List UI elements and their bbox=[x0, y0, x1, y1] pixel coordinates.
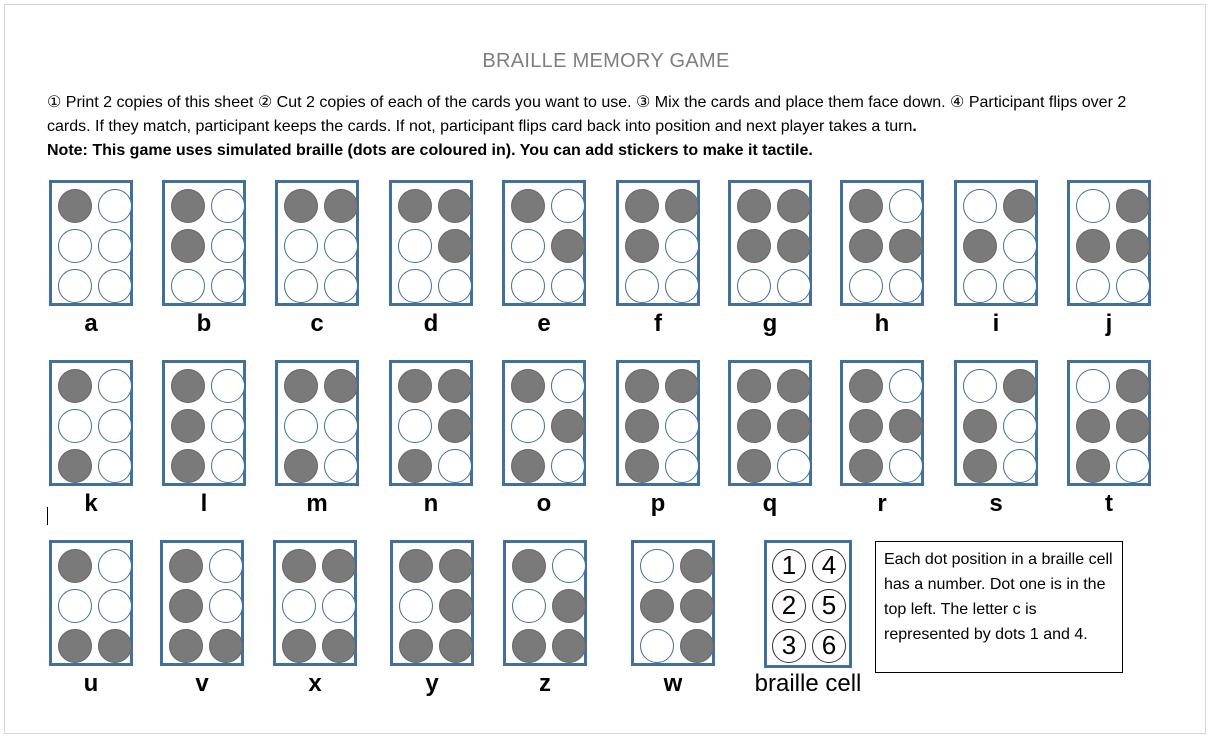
braille-dot-5 bbox=[324, 409, 358, 443]
braille-dot-1 bbox=[58, 549, 92, 583]
braille-card-v bbox=[160, 540, 244, 666]
braille-card-i bbox=[954, 180, 1038, 306]
braille-dot-3 bbox=[849, 269, 883, 303]
dot-number-2: 2 bbox=[772, 589, 806, 623]
braille-card-k bbox=[49, 360, 133, 486]
braille-dot-3 bbox=[737, 449, 771, 483]
braille-card-n bbox=[389, 360, 473, 486]
braille-dot-5 bbox=[889, 229, 923, 263]
card-letter-r: r bbox=[877, 490, 887, 517]
braille-dot-6 bbox=[1003, 449, 1037, 483]
braille-card-q bbox=[728, 360, 812, 486]
braille-dot-5 bbox=[1003, 409, 1037, 443]
card-letter-y: y bbox=[425, 670, 439, 697]
braille-dot-4 bbox=[322, 549, 356, 583]
braille-dot-6 bbox=[1003, 269, 1037, 303]
card-letter-b: b bbox=[196, 310, 212, 337]
page-title: BRAILLE MEMORY GAME bbox=[482, 50, 730, 72]
card-letter-e: e bbox=[537, 310, 551, 337]
card-letter-w: w bbox=[663, 670, 683, 697]
braille-dot-1 bbox=[963, 189, 997, 223]
card-letter-g: g bbox=[762, 310, 778, 337]
braille-dot-2 bbox=[849, 229, 883, 263]
braille-dot-1 bbox=[58, 369, 92, 403]
braille-dot-4 bbox=[665, 369, 699, 403]
braille-dot-3 bbox=[511, 449, 545, 483]
braille-dot-5 bbox=[322, 589, 356, 623]
braille-dot-3 bbox=[963, 449, 997, 483]
braille-dot-2 bbox=[849, 409, 883, 443]
braille-card-b bbox=[162, 180, 246, 306]
braille-dot-4 bbox=[1003, 189, 1037, 223]
braille-dot-5 bbox=[438, 409, 472, 443]
braille-dot-2 bbox=[1076, 229, 1110, 263]
braille-dot-5 bbox=[1116, 409, 1150, 443]
braille-dot-2 bbox=[58, 229, 92, 263]
braille-dot-2 bbox=[625, 409, 659, 443]
braille-dot-6 bbox=[98, 449, 132, 483]
braille-dot-3 bbox=[512, 629, 546, 663]
card-letter-x: x bbox=[308, 670, 322, 697]
braille-dot-4 bbox=[551, 369, 585, 403]
braille-dot-6 bbox=[777, 449, 811, 483]
braille-dot-2 bbox=[511, 229, 545, 263]
braille-dot-4 bbox=[889, 369, 923, 403]
braille-dot-5 bbox=[439, 589, 473, 623]
card-letter-h: h bbox=[874, 310, 890, 337]
braille-card-f bbox=[616, 180, 700, 306]
braille-dot-4 bbox=[211, 369, 245, 403]
card-letter-t: t bbox=[1105, 490, 1113, 517]
braille-dot-3 bbox=[625, 449, 659, 483]
braille-dot-6 bbox=[552, 629, 586, 663]
braille-card-c bbox=[275, 180, 359, 306]
braille-dot-4 bbox=[211, 189, 245, 223]
braille-dot-3 bbox=[398, 449, 432, 483]
braille-dot-6 bbox=[324, 449, 358, 483]
braille-dot-6 bbox=[1116, 449, 1150, 483]
reference-label: braille cell bbox=[754, 670, 862, 697]
card-letter-j: j bbox=[1105, 310, 1113, 337]
braille-dot-3 bbox=[963, 269, 997, 303]
braille-dot-1 bbox=[58, 189, 92, 223]
braille-dot-1 bbox=[511, 189, 545, 223]
braille-dot-1 bbox=[169, 549, 203, 583]
dot-number-3: 3 bbox=[772, 629, 806, 663]
braille-card-h bbox=[840, 180, 924, 306]
braille-dot-3 bbox=[1076, 449, 1110, 483]
braille-dot-3 bbox=[640, 629, 674, 663]
card-letter-i: i bbox=[992, 310, 1000, 337]
card-letter-a: a bbox=[84, 310, 98, 337]
braille-dot-3 bbox=[58, 449, 92, 483]
braille-dot-4 bbox=[324, 189, 358, 223]
note-text: Note: This game uses simulated braille (dots are coloured in). You can add stickers to make it tactile. bbox=[47, 142, 813, 159]
braille-dot-1 bbox=[1076, 189, 1110, 223]
braille-dot-5 bbox=[889, 409, 923, 443]
braille-dot-4 bbox=[680, 549, 714, 583]
braille-dot-6 bbox=[322, 629, 356, 663]
braille-dot-2 bbox=[963, 229, 997, 263]
braille-card-r bbox=[840, 360, 924, 486]
braille-dot-6 bbox=[665, 269, 699, 303]
braille-dot-6 bbox=[551, 449, 585, 483]
braille-dot-6 bbox=[889, 269, 923, 303]
braille-dot-6 bbox=[98, 269, 132, 303]
braille-dot-5 bbox=[665, 409, 699, 443]
card-letter-o: o bbox=[536, 490, 552, 517]
braille-dot-2 bbox=[737, 229, 771, 263]
braille-dot-5 bbox=[680, 589, 714, 623]
braille-dot-4 bbox=[98, 189, 132, 223]
braille-dot-1 bbox=[284, 369, 318, 403]
braille-dot-5 bbox=[551, 229, 585, 263]
braille-dot-4 bbox=[98, 549, 132, 583]
card-letter-n: n bbox=[423, 490, 439, 517]
braille-dot-4 bbox=[1116, 189, 1150, 223]
braille-dot-5 bbox=[777, 229, 811, 263]
card-letter-m: m bbox=[306, 490, 328, 517]
braille-card-x bbox=[273, 540, 357, 666]
braille-card-g bbox=[728, 180, 812, 306]
braille-dot-1 bbox=[512, 549, 546, 583]
braille-card-u bbox=[49, 540, 133, 666]
braille-dot-1 bbox=[737, 189, 771, 223]
braille-dot-1 bbox=[737, 369, 771, 403]
braille-dot-2 bbox=[171, 229, 205, 263]
braille-dot-5 bbox=[324, 229, 358, 263]
braille-dot-2 bbox=[737, 409, 771, 443]
braille-dot-4 bbox=[98, 369, 132, 403]
braille-dot-5 bbox=[665, 229, 699, 263]
card-letter-l: l bbox=[200, 490, 208, 517]
braille-dot-2 bbox=[1076, 409, 1110, 443]
braille-dot-4 bbox=[552, 549, 586, 583]
card-letter-p: p bbox=[650, 490, 666, 517]
braille-dot-1 bbox=[171, 189, 205, 223]
braille-dot-3 bbox=[171, 449, 205, 483]
braille-dot-6 bbox=[1116, 269, 1150, 303]
braille-dot-4 bbox=[438, 369, 472, 403]
braille-dot-6 bbox=[777, 269, 811, 303]
braille-dot-3 bbox=[398, 269, 432, 303]
braille-dot-5 bbox=[98, 229, 132, 263]
braille-dot-1 bbox=[398, 369, 432, 403]
braille-dot-4 bbox=[324, 369, 358, 403]
braille-dot-4 bbox=[665, 189, 699, 223]
braille-dot-4 bbox=[1116, 369, 1150, 403]
braille-dot-6 bbox=[209, 629, 243, 663]
braille-dot-2 bbox=[625, 229, 659, 263]
braille-dot-2 bbox=[282, 589, 316, 623]
braille-dot-6 bbox=[438, 449, 472, 483]
card-letter-s: s bbox=[989, 490, 1003, 517]
card-letter-d: d bbox=[423, 310, 439, 337]
braille-dot-1 bbox=[963, 369, 997, 403]
instructions-text bbox=[47, 91, 1157, 139]
dot-number-5: 5 bbox=[812, 589, 846, 623]
braille-dot-4 bbox=[889, 189, 923, 223]
braille-dot-3 bbox=[399, 629, 433, 663]
braille-dot-5 bbox=[552, 589, 586, 623]
braille-dot-3 bbox=[284, 449, 318, 483]
braille-dot-1 bbox=[849, 189, 883, 223]
card-letter-z: z bbox=[539, 670, 551, 697]
card-letter-k: k bbox=[84, 490, 98, 517]
braille-dot-4 bbox=[209, 549, 243, 583]
braille-dot-2 bbox=[171, 409, 205, 443]
braille-dot-2 bbox=[398, 409, 432, 443]
braille-card-o bbox=[502, 360, 586, 486]
braille-dot-4 bbox=[1003, 369, 1037, 403]
braille-dot-1 bbox=[171, 369, 205, 403]
braille-dot-2 bbox=[284, 229, 318, 263]
braille-dot-2 bbox=[511, 409, 545, 443]
braille-card-l bbox=[162, 360, 246, 486]
braille-card-w bbox=[631, 540, 715, 666]
instructions-end: . bbox=[912, 118, 917, 135]
braille-card-t bbox=[1067, 360, 1151, 486]
braille-dot-1 bbox=[625, 369, 659, 403]
braille-dot-4 bbox=[777, 189, 811, 223]
braille-dot-6 bbox=[438, 269, 472, 303]
braille-card-m bbox=[275, 360, 359, 486]
braille-card-d bbox=[389, 180, 473, 306]
braille-dot-1 bbox=[282, 549, 316, 583]
dot-number-6: 6 bbox=[812, 629, 846, 663]
braille-card-e bbox=[502, 180, 586, 306]
braille-dot-5 bbox=[438, 229, 472, 263]
braille-dot-3 bbox=[58, 269, 92, 303]
braille-dot-2 bbox=[169, 589, 203, 623]
braille-card-a bbox=[49, 180, 133, 306]
braille-dot-5 bbox=[98, 589, 132, 623]
braille-dot-4 bbox=[438, 189, 472, 223]
card-letter-v: v bbox=[195, 670, 209, 697]
braille-dot-1 bbox=[849, 369, 883, 403]
instructions-body: ① Print 2 copies of this sheet ② Cut 2 copies of each of the cards you want to use. ③ Mix the cards and place them face down. ④ Participant flips over 2 cards. If they match, participant keeps the cards. If not, participant flips card back into position and next player takes a turn bbox=[47, 94, 1127, 135]
braille-dot-6 bbox=[680, 629, 714, 663]
braille-dot-2 bbox=[399, 589, 433, 623]
braille-dot-6 bbox=[324, 269, 358, 303]
braille-dot-5 bbox=[777, 409, 811, 443]
braille-dot-2 bbox=[58, 589, 92, 623]
braille-dot-6 bbox=[889, 449, 923, 483]
card-letter-f: f bbox=[654, 310, 662, 337]
braille-dot-3 bbox=[511, 269, 545, 303]
braille-dot-1 bbox=[1076, 369, 1110, 403]
dot-number-4: 4 bbox=[812, 549, 846, 583]
braille-dot-5 bbox=[209, 589, 243, 623]
braille-dot-6 bbox=[98, 629, 132, 663]
braille-dot-1 bbox=[284, 189, 318, 223]
braille-dot-1 bbox=[625, 189, 659, 223]
braille-card-y bbox=[390, 540, 474, 666]
braille-card-z bbox=[503, 540, 587, 666]
braille-dot-3 bbox=[1076, 269, 1110, 303]
braille-card-j bbox=[1067, 180, 1151, 306]
braille-dot-4 bbox=[777, 369, 811, 403]
braille-dot-5 bbox=[1003, 229, 1037, 263]
braille-dot-4 bbox=[551, 189, 585, 223]
braille-dot-5 bbox=[1116, 229, 1150, 263]
braille-dot-4 bbox=[439, 549, 473, 583]
braille-dot-2 bbox=[284, 409, 318, 443]
dot-number-1: 1 bbox=[772, 549, 806, 583]
braille-dot-3 bbox=[282, 629, 316, 663]
braille-dot-1 bbox=[511, 369, 545, 403]
braille-dot-6 bbox=[211, 269, 245, 303]
braille-dot-5 bbox=[551, 409, 585, 443]
braille-dot-2 bbox=[58, 409, 92, 443]
braille-dot-3 bbox=[284, 269, 318, 303]
braille-dot-3 bbox=[171, 269, 205, 303]
braille-dot-6 bbox=[665, 449, 699, 483]
braille-dot-1 bbox=[398, 189, 432, 223]
braille-dot-6 bbox=[551, 269, 585, 303]
braille-dot-5 bbox=[98, 409, 132, 443]
reference-braille-cell bbox=[764, 540, 852, 668]
braille-dot-1 bbox=[399, 549, 433, 583]
braille-dot-3 bbox=[625, 269, 659, 303]
braille-dot-5 bbox=[211, 409, 245, 443]
card-letter-u: u bbox=[83, 670, 99, 697]
braille-dot-6 bbox=[211, 449, 245, 483]
braille-card-p bbox=[616, 360, 700, 486]
braille-card-s bbox=[954, 360, 1038, 486]
braille-dot-3 bbox=[737, 269, 771, 303]
braille-dot-3 bbox=[169, 629, 203, 663]
braille-dot-2 bbox=[963, 409, 997, 443]
braille-dot-2 bbox=[398, 229, 432, 263]
info-textbox: Each dot position in a braille cell has a number. Dot one is in the top left. The letter c is represented by dots 1 and 4. bbox=[875, 541, 1123, 673]
card-letter-q: q bbox=[762, 490, 778, 517]
braille-dot-3 bbox=[58, 629, 92, 663]
braille-dot-1 bbox=[640, 549, 674, 583]
braille-dot-6 bbox=[439, 629, 473, 663]
braille-dot-5 bbox=[211, 229, 245, 263]
braille-dot-2 bbox=[512, 589, 546, 623]
braille-dot-2 bbox=[640, 589, 674, 623]
braille-dot-3 bbox=[849, 449, 883, 483]
text-cursor bbox=[47, 507, 48, 525]
card-letter-c: c bbox=[310, 310, 324, 337]
